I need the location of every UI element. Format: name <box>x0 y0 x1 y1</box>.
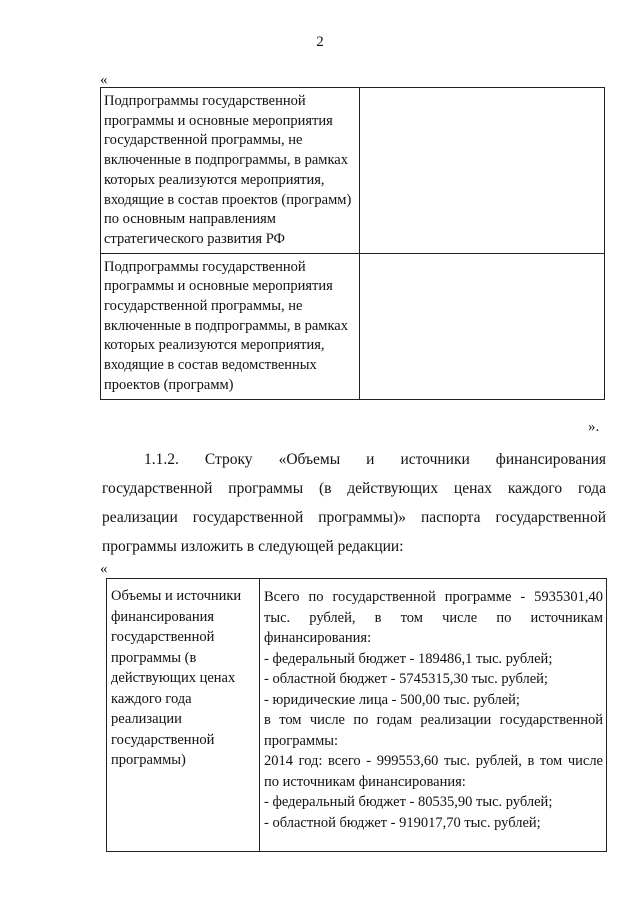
financing-line: в том числе по годам реализации государственной программы: <box>264 712 603 749</box>
financing-line: - федеральный бюджет - 80535,90 тыс. рублей; <box>264 794 553 810</box>
table-cell-financing <box>260 579 607 852</box>
table-row <box>101 88 605 254</box>
page-number: 2 <box>316 34 324 50</box>
financing-line: Всего по государственной программе - 5935301,40 тыс. рублей, в том числе по источникам финансирования: <box>264 589 603 646</box>
financing-line: 2014 год: всего - 999553,60 тыс. рублей, в том числе по источникам финансирования: <box>264 753 603 790</box>
program-structure-table <box>100 87 605 400</box>
table-cell-label: Подпрограммы государственной программы и основные мероприятия государственной программы, не включенные в подпрограммы, в рамках которых реализуются мероприятия, входящие в состав ведомственных проектов (программ) <box>101 253 360 399</box>
financing-line: - областной бюджет - 919017,70 тыс. рублей; <box>264 814 541 831</box>
financing-line: - областной бюджет - 5745315,30 тыс. рублей; <box>264 671 548 687</box>
opening-quote: « <box>100 72 108 88</box>
table-cell-label: Объемы и источники финансирования государственной программы (в действующих ценах каждого года реализации государственной программы) <box>107 579 260 852</box>
financing-table <box>106 578 607 852</box>
financing-line: - юридические лица - 500,00 тыс. рублей; <box>264 691 520 708</box>
table-cell-label: Подпрограммы государственной программы и основные мероприятия государственной программы, не включенные в подпрограммы, в рамках которых реализуются мероприятия, входящие в состав проектов (программ) по основным направлениям стратегического развития РФ <box>101 88 360 254</box>
opening-quote: « <box>100 561 108 577</box>
financing-line: - федеральный бюджет - 189486,1 тыс. рублей; <box>264 650 553 667</box>
amendment-paragraph: 1.1.2. Строку «Объемы и источники финансирования государственной программы (в действующих ценах каждого года реализации государственной программы)» паспорта государственной программы изложить в следующей редакции: <box>102 451 606 555</box>
table-cell-value <box>360 253 605 399</box>
table-row <box>107 579 607 852</box>
table-row <box>101 253 605 399</box>
table-cell-value <box>360 88 605 254</box>
closing-quote: ». <box>588 419 600 435</box>
